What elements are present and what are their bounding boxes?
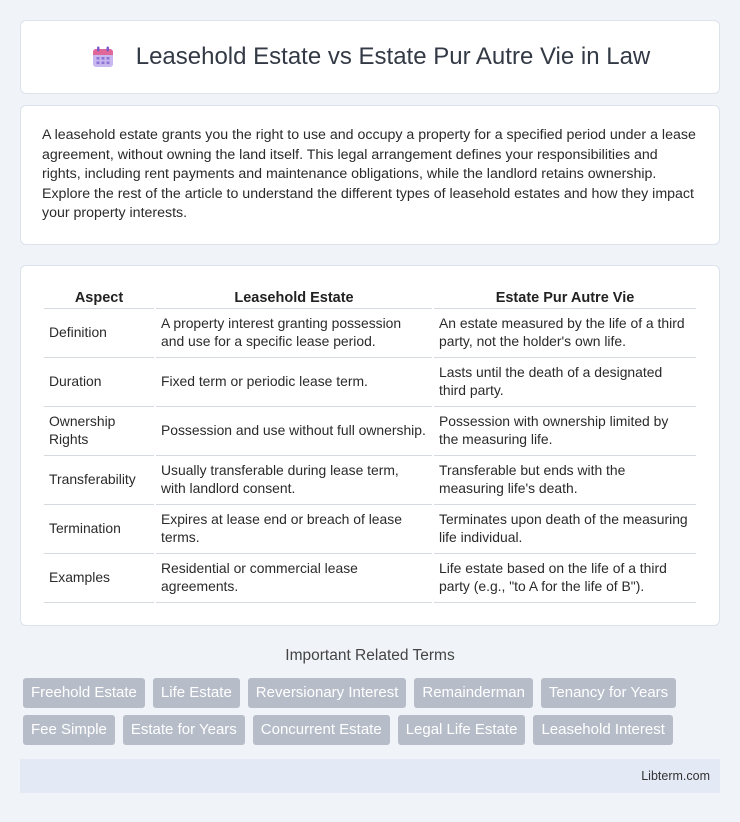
row-leasehold: A property interest granting possession and use for a specific lease period. <box>156 309 432 358</box>
row-aspect: Duration <box>44 358 154 407</box>
related-term-tag[interactable]: Legal Life Estate <box>398 715 526 745</box>
table-row <box>44 554 696 603</box>
related-term-tag[interactable]: Reversionary Interest <box>248 678 407 708</box>
header-aspect: Aspect <box>44 288 154 309</box>
related-term-tag[interactable]: Tenancy for Years <box>541 678 676 708</box>
related-terms-title: Important Related Terms <box>285 646 455 664</box>
related-term-tag[interactable]: Leasehold Interest <box>533 715 672 745</box>
row-aspect: Transferability <box>44 456 154 505</box>
row-aspect: Examples <box>44 554 154 603</box>
row-leasehold: Usually transferable during lease term, with landlord consent. <box>156 456 432 505</box>
comparison-table-card <box>20 265 720 626</box>
table-row <box>44 456 696 505</box>
footer <box>20 759 720 793</box>
row-pur-autre-vie: Life estate based on the life of a third party (e.g., "to A for the life of B"). <box>434 554 696 603</box>
header-leasehold: Leasehold Estate <box>156 288 432 309</box>
row-leasehold: Residential or commercial lease agreements. <box>156 554 432 603</box>
row-pur-autre-vie: Possession with ownership limited by the measuring life. <box>434 407 696 456</box>
page-header <box>20 20 720 94</box>
table-row <box>44 407 696 456</box>
row-pur-autre-vie: Lasts until the death of a designated third party. <box>434 358 696 407</box>
row-leasehold: Expires at lease end or breach of lease terms. <box>156 505 432 554</box>
table-row <box>44 309 696 358</box>
row-aspect: Definition <box>44 309 154 358</box>
row-pur-autre-vie: An estate measured by the life of a third party, not the holder's own life. <box>434 309 696 358</box>
row-leasehold: Fixed term or periodic lease term. <box>156 358 432 407</box>
table-row <box>44 358 696 407</box>
intro-card <box>20 105 720 245</box>
table-row <box>44 505 696 554</box>
footer-brand-link[interactable]: Libterm.com <box>641 768 710 783</box>
row-leasehold: Possession and use without full ownership. <box>156 407 432 456</box>
related-term-tag[interactable]: Freehold Estate <box>23 678 145 708</box>
related-term-tag[interactable]: Life Estate <box>153 678 240 708</box>
related-terms-list <box>20 678 720 745</box>
related-term-tag[interactable]: Fee Simple <box>23 715 115 745</box>
intro-text: A leasehold estate grants you the right to use and occupy a property for a specified period under a lease agreement, without owning the land itself. This legal arrangement defines your responsibilities and rights, including rent payments and maintenance obligations, while the landlord retains ownership. Explore the rest of the article to understand the different types of leasehold estates and how they impact your property interests. <box>42 127 696 222</box>
page-title: Leasehold Estate vs Estate Pur Autre Vie in Law <box>135 43 651 70</box>
row-pur-autre-vie: Terminates upon death of the measuring life individual. <box>434 505 696 554</box>
row-pur-autre-vie: Transferable but ends with the measuring life's death. <box>434 456 696 505</box>
header-pur-autre-vie: Estate Pur Autre Vie <box>434 288 696 309</box>
calendar-icon <box>90 44 116 70</box>
row-aspect: Ownership Rights <box>44 407 154 456</box>
related-term-tag[interactable]: Estate for Years <box>123 715 245 745</box>
related-term-tag[interactable]: Concurrent Estate <box>253 715 390 745</box>
table-header-row <box>44 288 696 309</box>
related-term-tag[interactable]: Remainderman <box>414 678 533 708</box>
row-aspect: Termination <box>44 505 154 554</box>
comparison-table <box>42 288 698 603</box>
